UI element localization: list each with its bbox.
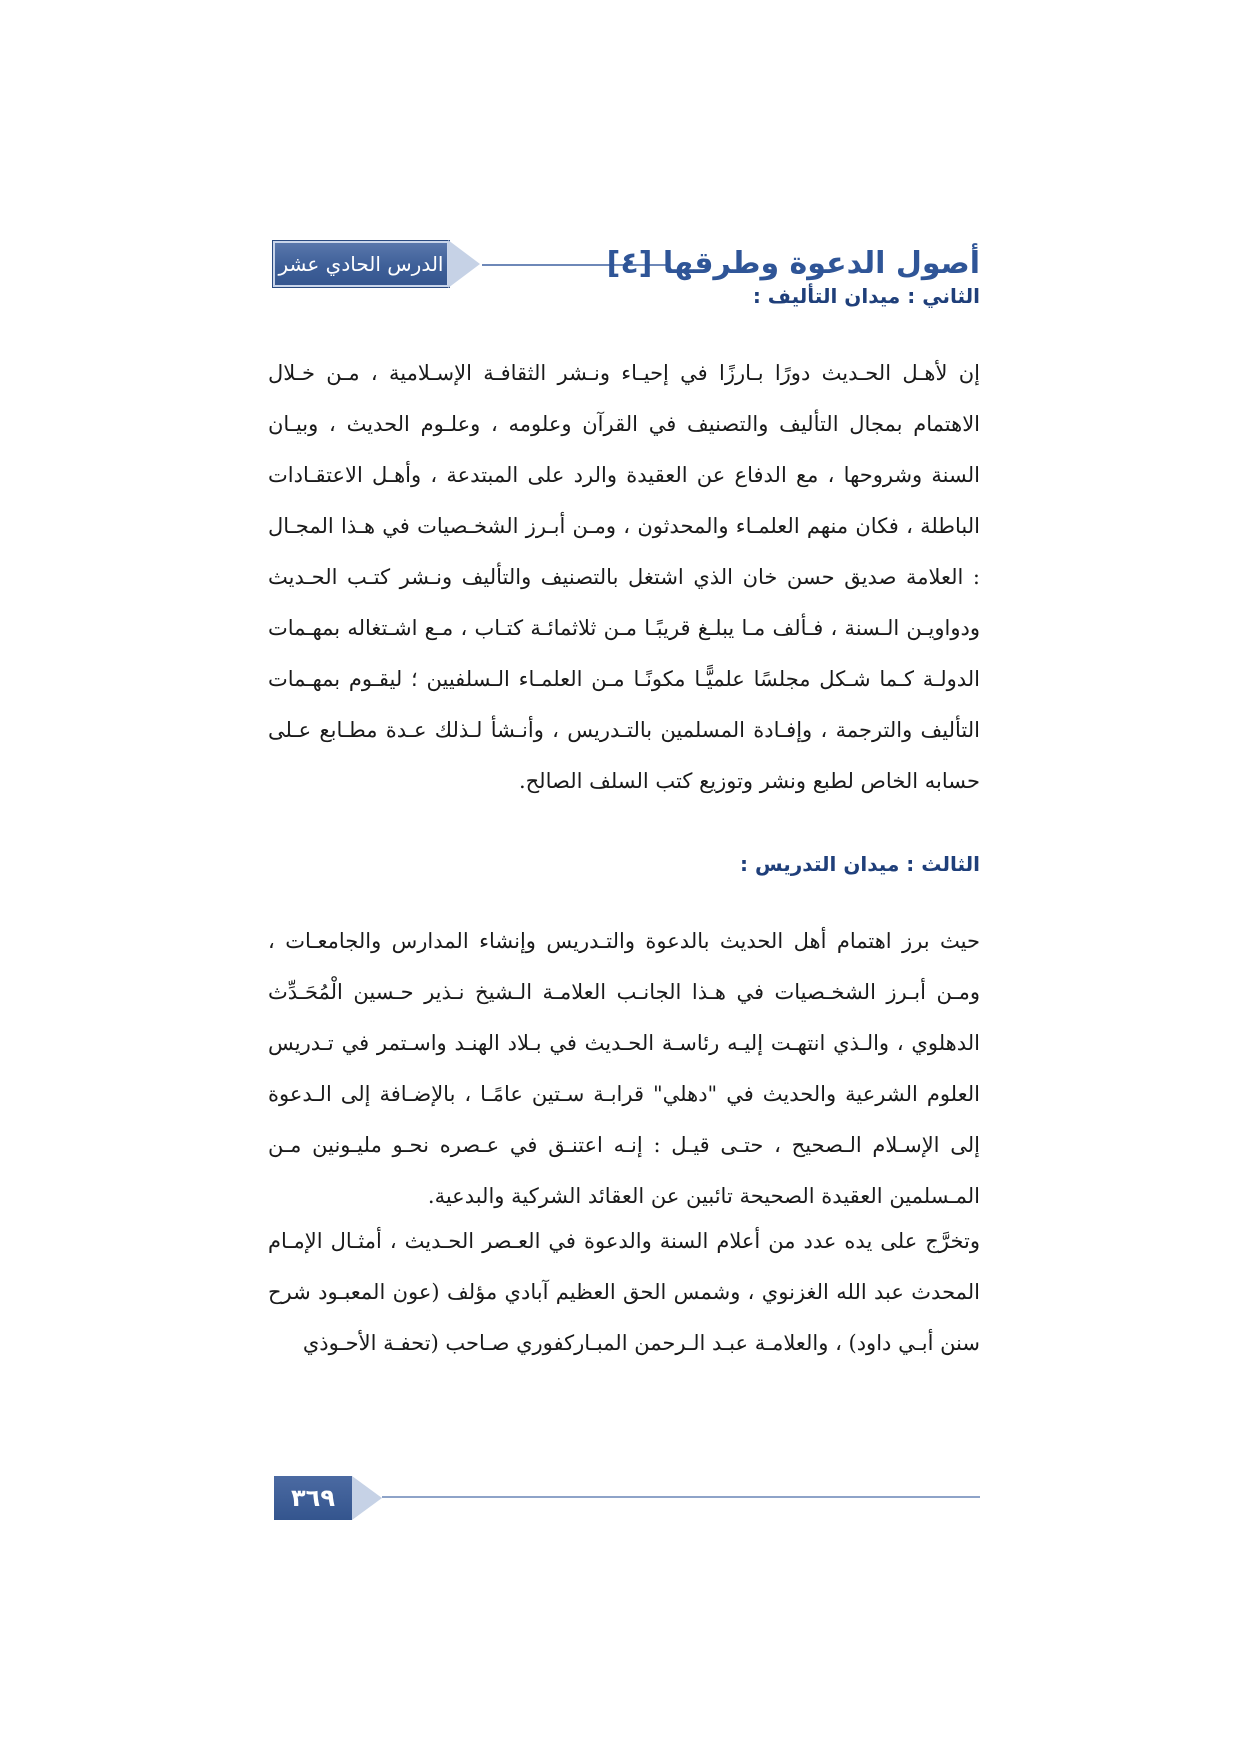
lesson-arrow-icon: [448, 240, 480, 288]
paragraph: حيث برز اهتمام أهل الحديث بالدعوة والتـدريس وإنشاء المدارس والجامعـات ، ومـن أبـرز الشخـصيات في هـذا الجانـب العلامـة الـشيخ نـذير حـسين الْمُحَـدِّث الدهلوي ، والـذي انتهـت إليـه رئاسـة الحـديث في بـلاد الهنـد واسـتمر في تـدريس العلوم الشرعية والحديث في "دهلي" قرابـة سـتين عامًـا ، بالإضـافة إلى الـدعوة إلى الإسـلام الـصحيح ، حتـى قيـل : إنـه اعتنـق في عـصره نحـو مليـونين مـن المـسلمين العقيدة الصحيحة تائبين عن العقائد الشركية والبدعية.: [268, 929, 980, 1208]
lesson-label-box: [272, 240, 450, 288]
section-body-authorship: [268, 348, 980, 807]
section-heading-teaching: الثالث : ميدان التدريس :: [740, 852, 980, 876]
page-arrow-icon: [352, 1476, 382, 1520]
paragraph: وتخرَّج على يده عدد من أعلام السنة والدعوة في العـصر الحـديث ، أمثـال الإمـام المحدث عبد الله الغزنوي ، وشمس الحق العظيم آبادي مؤلف (عون المعبـود شرح سنن أبـي داود) ، والعلامـة عبـد الـرحمن المبـاركفوري صـاحب (تحفـة الأحـوذي: [268, 1229, 980, 1355]
page-footer: [274, 1476, 980, 1520]
paragraph: إن لأهـل الحـديث دورًا بـارزًا في إحيـاء ونـشر الثقافـة الإسـلامية ، مـن خـلال الاهتمام بمجال التأليف والتصنيف في القرآن وعلومه ، وعلـوم الحديث ، وبيـان السنة وشروحها ، مع الدفاع عن العقيدة والرد على المبتدعة ، وأهـل الاعتقـادات الباطلة ، فكان منهم العلمـاء والمحدثون ، ومـن أبـرز الشخـصيات في هـذا المجـال : العلامة صديق حسن خان الذي اشتغل بالتصنيف والتأليف ونـشر كتـب الحـديث ودواويـن الـسنة ، فـألف مـا يبلـغ قريبًـا مـن ثلاثمائـة كتـاب ، مـع اشـتغاله بمهـمات الدولـة كـما شـكل مجلسًا علميًّـا مكونًـا مـن العلمـاء الـسلفيين ؛ ليقـوم بمهـمات التأليف والترجمة ، وإفـادة المسلمين بالتـدريس ، وأنـشأ لـذلك عـدة مطـابع عـلى حسابه الخاص لطبع ونشر وتوزيع كتب السلف الصالح.: [268, 361, 980, 793]
section-body-teaching: [268, 916, 980, 1222]
page-header: [272, 240, 980, 290]
page-number-box: [274, 1476, 352, 1520]
page-number: ٣٦٩: [291, 1484, 335, 1512]
book-title: أصول الدعوة وطرقها [٤]: [606, 246, 980, 281]
footer-divider: [382, 1496, 980, 1498]
section-heading-authorship: الثاني : ميدان التأليف :: [752, 284, 980, 308]
lesson-label: الدرس الحادي عشر: [278, 252, 444, 276]
section-body-teaching-continued: [268, 1216, 980, 1369]
